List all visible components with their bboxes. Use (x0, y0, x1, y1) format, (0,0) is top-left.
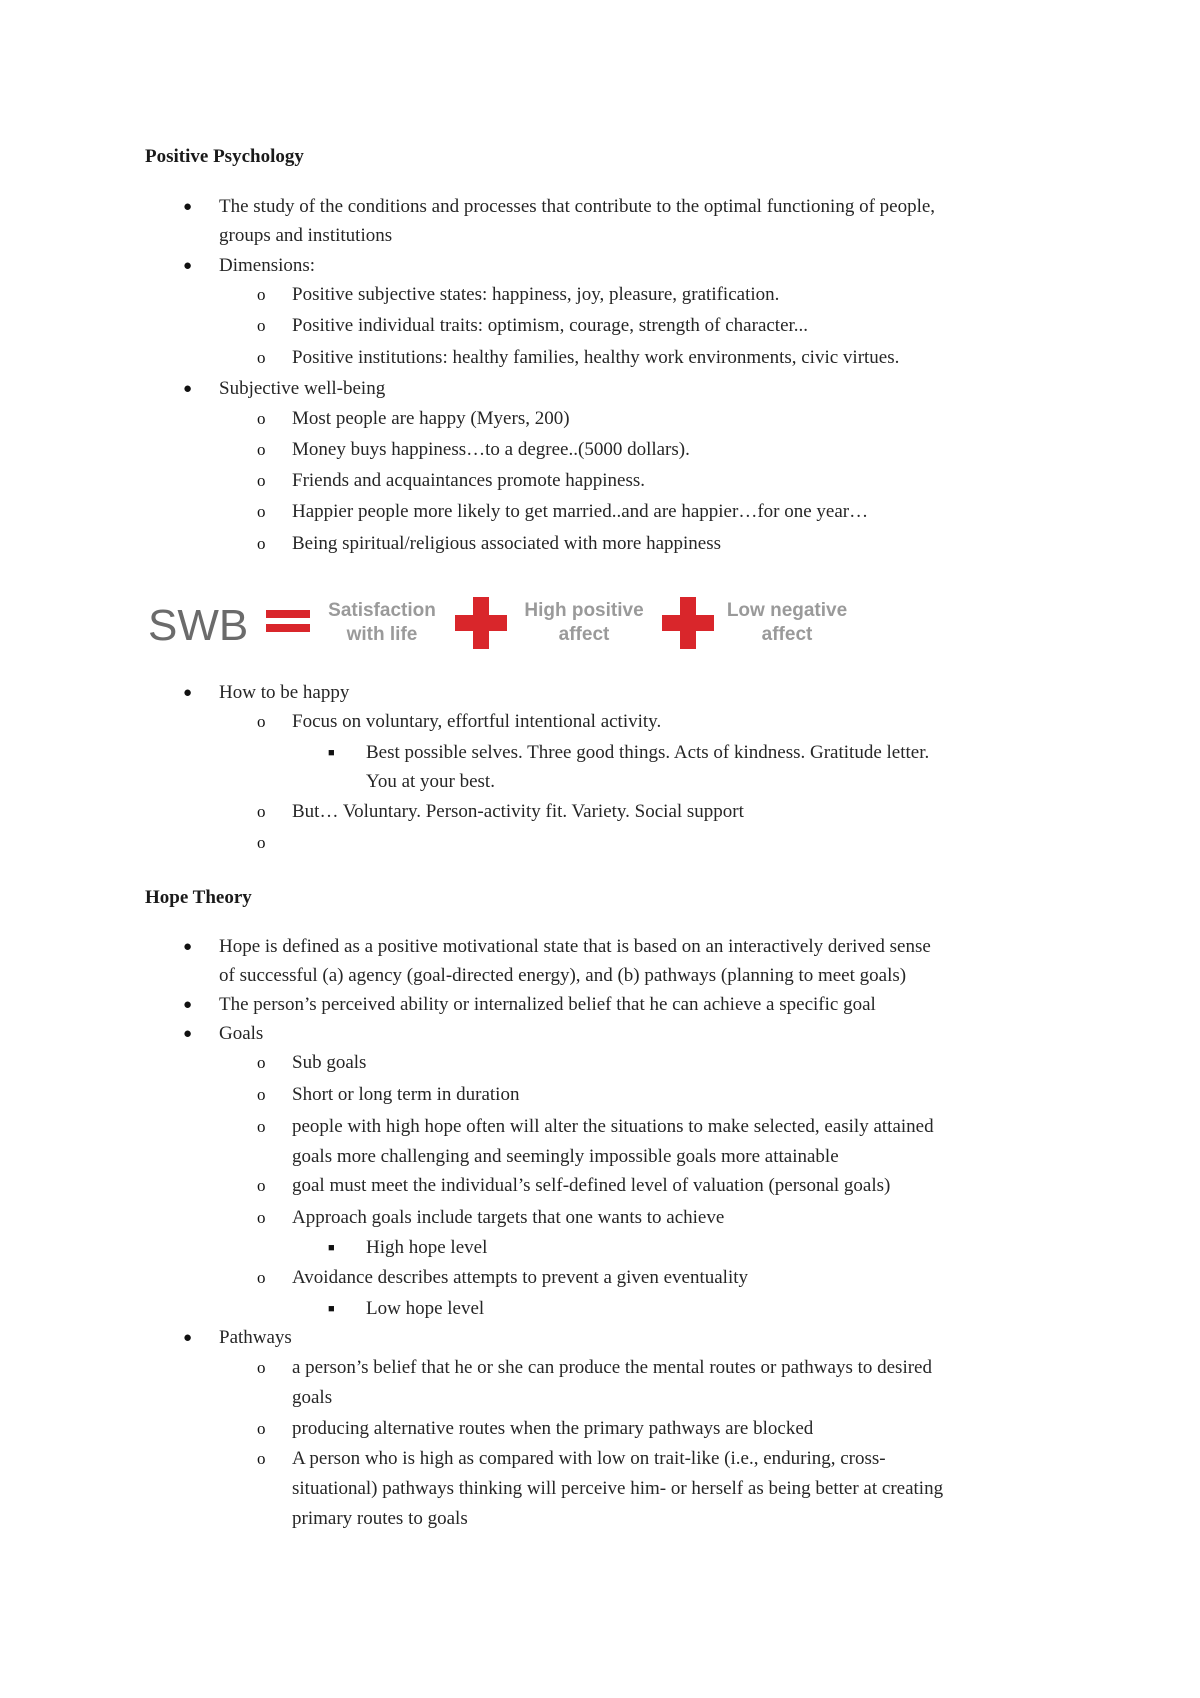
term-low-negative-line1: Low negative (726, 600, 848, 621)
circle-marker: o (257, 712, 266, 731)
circle-marker: o (257, 1208, 266, 1227)
list-item: How to be happy (219, 682, 350, 703)
term-high-positive-line1: High positive (524, 600, 644, 621)
sub-list-item: Being spiritual/religious associated with more happiness (292, 533, 722, 554)
square-marker: ■ (328, 1303, 335, 1315)
bullet-marker: ● (183, 1026, 193, 1042)
circle-marker: o (257, 1268, 266, 1287)
bullet-marker: ● (183, 685, 193, 701)
circle-marker: o (257, 440, 266, 459)
circle-marker: o (257, 1449, 266, 1468)
bullet-marker: ● (183, 258, 193, 274)
equals-icon-bar (266, 624, 310, 632)
sub-list-item-continuation: goals more challenging and seemingly impossible goals more attainable (292, 1146, 839, 1167)
sub-list-item: a person’s belief that he or she can produce the mental routes or pathways to desired (292, 1357, 932, 1378)
heading-positive-psychology: Positive Psychology (145, 146, 304, 167)
circle-marker: o (257, 1117, 266, 1136)
sub-list-item: Friends and acquaintances promote happiness. (292, 470, 645, 491)
bullet-marker: ● (183, 199, 193, 215)
circle-marker: o (257, 1419, 266, 1438)
sub-list-item: producing alternative routes when the primary pathways are blocked (292, 1418, 814, 1439)
sub-list-item: But… Voluntary. Person-activity fit. Variety. Social support (292, 801, 744, 822)
circle-marker: o (257, 409, 266, 428)
swb-equation-svg (148, 588, 868, 664)
list-item: Hope is defined as a positive motivational state that is based on an interactively derived sense (219, 936, 931, 957)
term-low-negative-line2: affect (761, 624, 813, 645)
list-item-continuation: of successful (a) agency (goal-directed energy), and (b) pathways (planning to meet goals) (219, 965, 907, 986)
sub-list-item: goal must meet the individual’s self-defined level of valuation (personal goals) (292, 1175, 891, 1196)
circle-marker: o (257, 534, 266, 553)
sub-list-item: people with high hope often will alter the situations to make selected, easily attained (292, 1116, 934, 1137)
sub-list-item: Short or long term in duration (292, 1084, 520, 1105)
term-high-positive-line2: affect (558, 624, 610, 645)
sub-list-item: Positive institutions: healthy families, healthy work environments, civic virtues. (292, 347, 900, 368)
circle-marker: o (257, 1085, 266, 1104)
sub-list-item: Most people are happy (Myers, 200) (292, 408, 570, 429)
sub-list-item-continuation: goals (292, 1387, 333, 1408)
sub-list-item: Money buys happiness…to a degree..(5000 dollars). (292, 439, 690, 460)
bullet-marker: ● (183, 1330, 193, 1346)
sub-list-item: Positive subjective states: happiness, joy, pleasure, gratification. (292, 284, 780, 305)
sub-list-item: Approach goals include targets that one wants to achieve (292, 1207, 725, 1228)
circle-marker: o (257, 285, 266, 304)
bullet-marker: ● (183, 997, 193, 1013)
circle-marker: o (257, 471, 266, 490)
term-satisfaction-line1: Satisfaction (328, 600, 436, 621)
equals-icon (266, 610, 310, 618)
plus-icon (662, 597, 714, 649)
circle-marker-empty-item: o (257, 833, 266, 852)
circle-marker: o (257, 502, 266, 521)
sub-list-item: Focus on voluntary, effortful intentional activity. (292, 711, 662, 732)
swb-equation-graphic (148, 588, 868, 664)
circle-marker: o (257, 1358, 266, 1377)
circle-marker: o (257, 316, 266, 335)
sub-sub-list-item: Best possible selves. Three good things. Acts of kindness. Gratitude letter. (366, 742, 930, 763)
plus-icon (455, 597, 507, 649)
heading-hope-theory: Hope Theory (145, 887, 252, 908)
sub-list-item: Positive individual traits: optimism, courage, strength of character... (292, 315, 809, 336)
sub-list-item: A person who is high as compared with low on trait-like (i.e., enduring, cross- (292, 1448, 886, 1469)
list-item: The person’s perceived ability or internalized belief that he can achieve a specific goal (219, 994, 876, 1015)
sub-sub-list-item: High hope level (366, 1237, 488, 1258)
list-item: Goals (219, 1023, 264, 1044)
sub-list-item-continuation: primary routes to goals (292, 1508, 468, 1529)
bullet-marker: ● (183, 939, 193, 955)
list-item: Dimensions: (219, 255, 316, 276)
square-marker: ■ (328, 1242, 335, 1254)
circle-marker: o (257, 348, 266, 367)
circle-marker: o (257, 1053, 266, 1072)
list-item: Subjective well-being (219, 378, 386, 399)
list-item-continuation: groups and institutions (219, 225, 393, 246)
list-item: Pathways (219, 1327, 292, 1348)
sub-list-item: Avoidance describes attempts to prevent a given eventuality (292, 1267, 749, 1288)
circle-marker: o (257, 802, 266, 821)
square-marker: ■ (328, 747, 335, 759)
sub-sub-list-item: Low hope level (366, 1298, 485, 1319)
term-satisfaction-line2: with life (346, 624, 418, 645)
sub-sub-list-item-continuation: You at your best. (366, 771, 495, 792)
list-item: The study of the conditions and processes that contribute to the optimal functioning of people, (219, 196, 936, 217)
swb-label: SWB (148, 601, 249, 650)
circle-marker: o (257, 1176, 266, 1195)
sub-list-item: Happier people more likely to get married..and are happier…for one year… (292, 501, 869, 522)
sub-list-item: Sub goals (292, 1052, 367, 1073)
sub-list-item-continuation: situational) pathways thinking will perceive him- or herself as being better at creating (292, 1478, 944, 1499)
bullet-marker: ● (183, 381, 193, 397)
